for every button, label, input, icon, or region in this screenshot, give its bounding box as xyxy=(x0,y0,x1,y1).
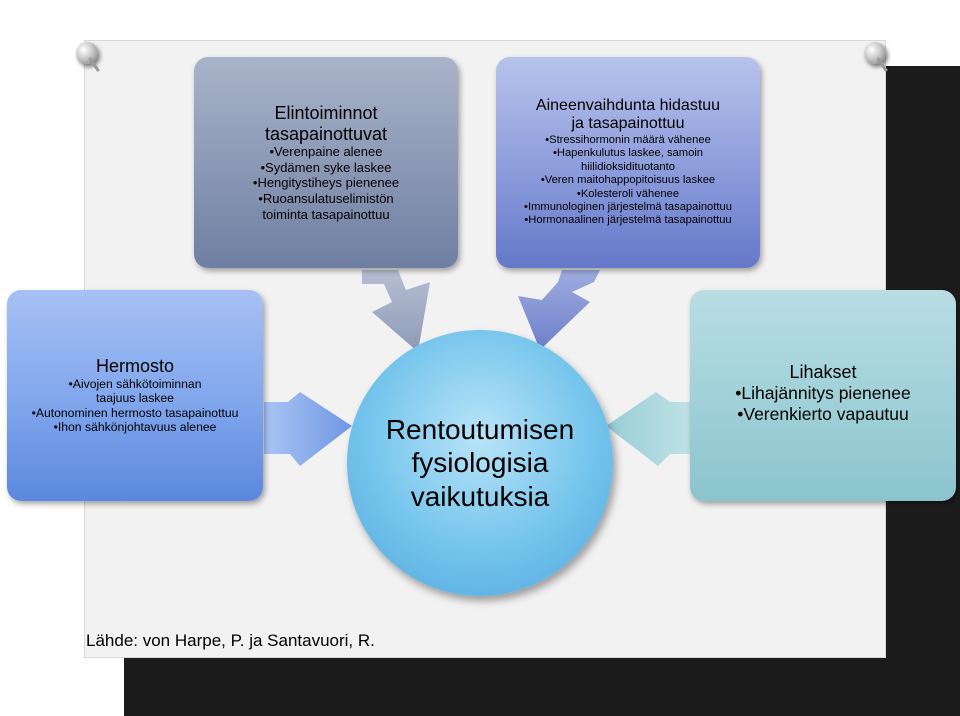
arrow-left xyxy=(264,392,352,466)
center-circle xyxy=(347,330,613,596)
box-title: Lihakset xyxy=(789,362,857,382)
list-item: •Immunologinen järjestelmä tasapainottuu xyxy=(524,201,732,214)
arrow-top-left xyxy=(362,270,430,352)
list-item: •Verenpaine alenee xyxy=(269,144,383,160)
box-lihakset xyxy=(690,290,956,501)
center-title: Rentoutumisen fysiologisia vaikutuksia xyxy=(385,413,575,512)
box-title: Aineenvaihdunta hidastuu ja tasapainottuu xyxy=(535,97,721,133)
list-item: •Kolesteroli vähenee xyxy=(576,187,680,200)
arrow-right xyxy=(606,392,690,466)
box-title: Elintoiminnot tasapainottuvat xyxy=(264,102,388,144)
list-item: •Ihon sähkönjohtavuus alenee xyxy=(53,420,217,435)
source-citation: Lähde: von Harpe, P. ja Santavuori, R. xyxy=(86,631,375,650)
list-item: •Aivojen sähkötoiminnan taajuus laskee xyxy=(68,376,202,406)
list-item: •Hengitystiheys pienenee xyxy=(252,175,400,191)
list-item: •Verenkierto vapautuu xyxy=(737,403,909,424)
list-item: •Lihajännitys pienenee xyxy=(735,382,911,403)
box-hermosto xyxy=(7,290,263,501)
box-aineenvaihdunta xyxy=(496,57,760,268)
list-item: •Autonominen hermosto tasapainottuu xyxy=(31,405,239,420)
list-item: •Ruoansulatuselimistön toiminta tasapainottuu xyxy=(258,190,394,222)
list-item: •Hapenkulutus laskee, samoin hiilidioksidituotanto xyxy=(552,147,704,173)
list-item: •Hormonaalinen järjestelmä tasapainottuu xyxy=(524,214,732,227)
list-item: •Sydämen syke laskee xyxy=(260,159,392,175)
list-item: •Veren maitohappopitoisuus laskee xyxy=(540,174,716,187)
list-item: •Stressihormonin määrä vähenee xyxy=(545,133,711,146)
box-elintoiminnot xyxy=(194,57,458,268)
arrow-top-right xyxy=(518,270,600,350)
box-title: Hermosto xyxy=(95,355,175,376)
